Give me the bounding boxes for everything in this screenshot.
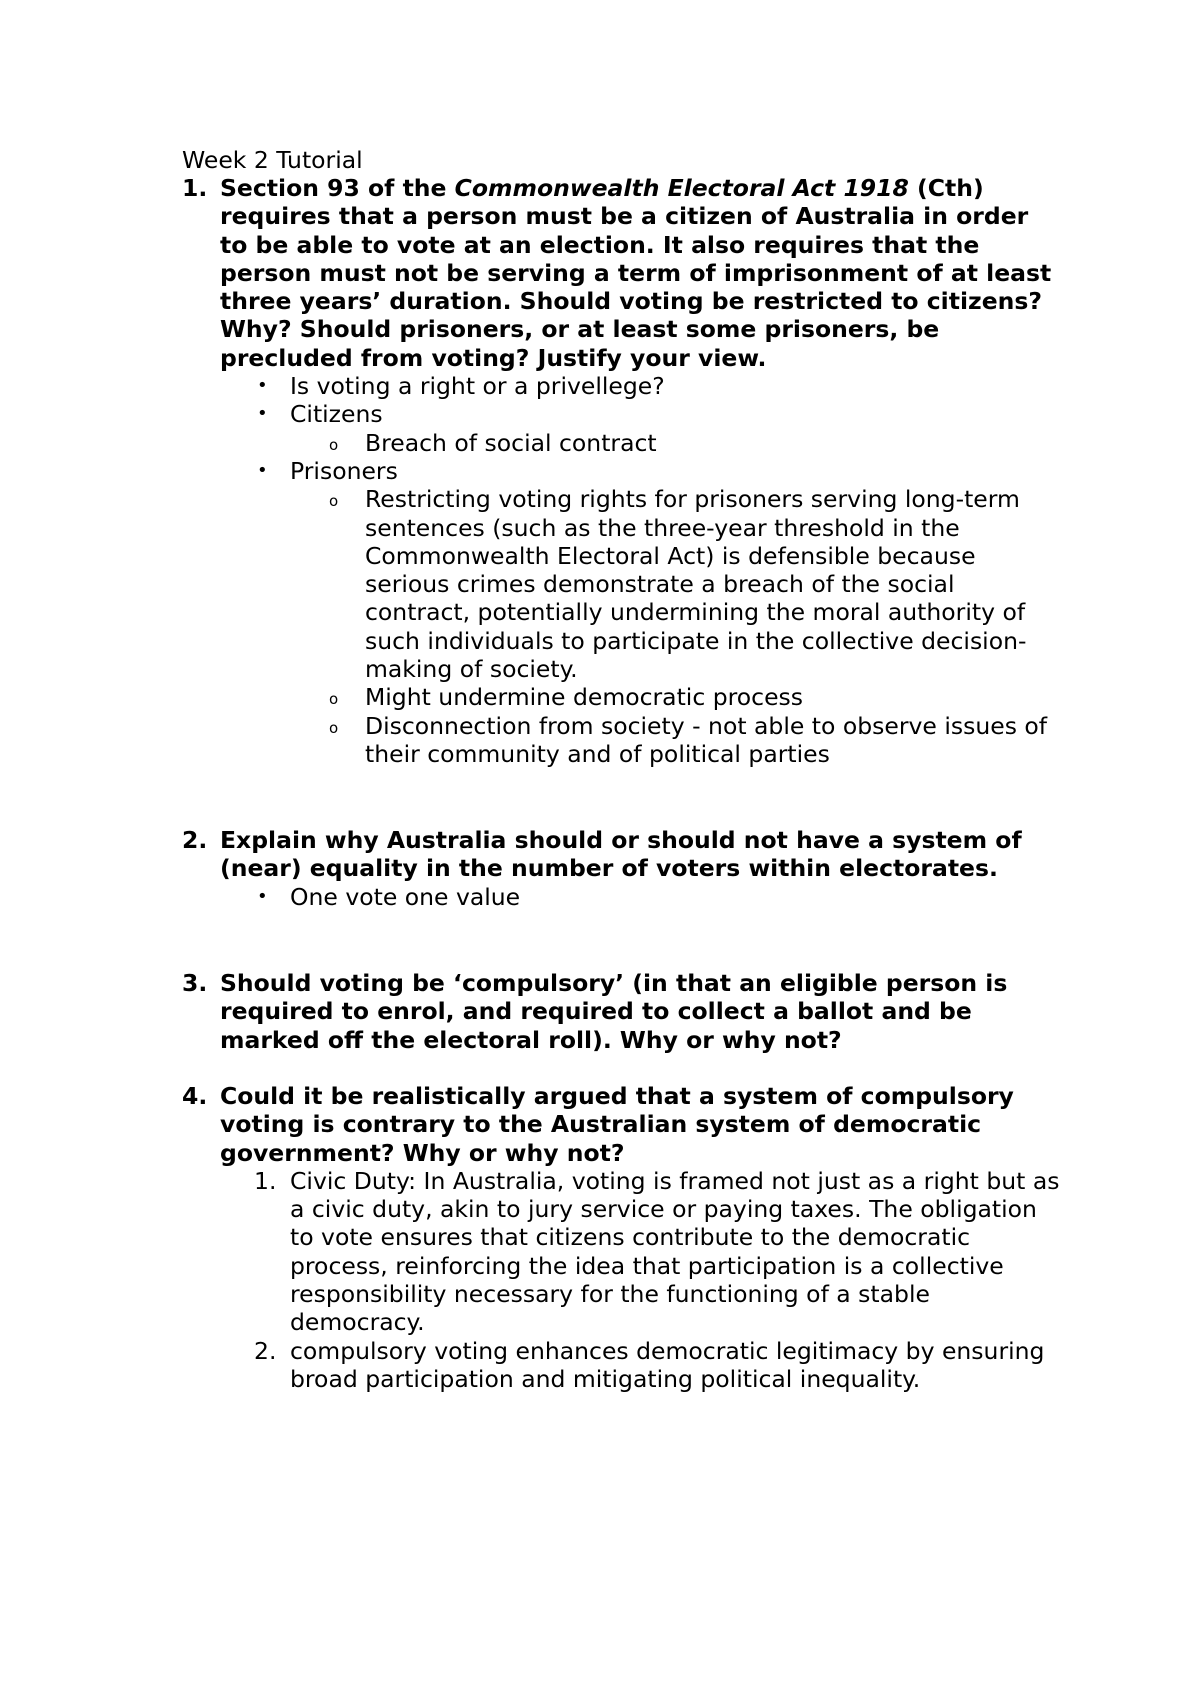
question-number: 1. — [182, 174, 208, 202]
circle-bullet-icon: o — [329, 718, 339, 737]
bullet-icon: • — [257, 375, 268, 397]
item-number: 2. — [254, 1336, 277, 1365]
question-number: 2. — [182, 826, 208, 854]
question-text: Could it be realistically argued that a system of compulsory voting is contrary to the Australian system of democratic government? Why or why not? — [220, 1082, 1014, 1167]
circle-bullet-icon: o — [329, 492, 339, 511]
list-item: • Citizens — [257, 400, 383, 429]
act-title: Commonwealth Electoral Act 1918 — [454, 174, 909, 202]
sub-list-item: o Might undermine democratic process — [365, 683, 1062, 711]
question-text: Section 93 of the Commonwealth Electoral Act 1918 (Cth) requires that a person must be a citizen of Australia in order to be able to vote at an election. It also requires that the person must not be serving a term of imprisonment of at least three years’ duration. Should voting be restricted to citizens? Why? Should prisoners, or at least some prisoners, be precluded from voting? Justify your view. — [220, 174, 1052, 372]
question-text: Should voting be ‘compulsory’ (in that an eligible person is required to enrol, and required to collect a ballot and be marked off the electoral roll). Why or why not? — [220, 969, 1008, 1054]
question-3 — [182, 969, 1062, 1054]
question-number: 3. — [182, 969, 208, 997]
circle-bullet-icon: o — [329, 690, 339, 709]
document-title: Week 2 Tutorial — [182, 146, 363, 174]
circle-bullet-icon: o — [329, 435, 339, 454]
bullet-icon: • — [257, 885, 268, 907]
bullet-icon: • — [257, 403, 268, 425]
sub-list-item: o Disconnection from society - not able to observe issues of their community and of political parties — [329, 711, 1048, 768]
numbered-item: 1. Civic Duty: In Australia, voting is framed not just as a right but as a civic duty, akin to jury service or paying taxes. The obligation to vote ensures that citizens contribute to the democratic process, reinforcing the idea that participation is a collective responsibility necessary for the functioning of a stable democracy. — [254, 1166, 1060, 1337]
question-1 — [182, 174, 1062, 768]
sub-list-item: o Breach of social contract — [365, 429, 1062, 457]
sub-list-item: o Restricting voting rights for prisoners serving long-term sentences (such as the three-year threshold in the Commonwealth Electoral Act) is defensible because serious crimes demonstrate a breach of the social contract, potentially undermining the moral authority of such individuals to participate in the collective decision-making of society. — [329, 485, 1027, 684]
list-item: • One vote one value — [257, 882, 521, 911]
list-item: • Prisoners — [257, 456, 398, 485]
numbered-item: 2. compulsory voting enhances democratic legitimacy by ensuring broad participation and mitigating political inequality. — [254, 1336, 1045, 1393]
bullet-icon: • — [257, 459, 268, 481]
question-4 — [182, 1082, 1062, 1393]
question-2 — [182, 826, 1062, 911]
question-text: Explain why Australia should or should not have a system of (near) equality in the number of voters within electorates. — [220, 826, 1022, 883]
list-item: • Is voting a right or a privellege? — [257, 372, 665, 401]
question-number: 4. — [182, 1082, 208, 1110]
item-number: 1. — [254, 1166, 277, 1195]
